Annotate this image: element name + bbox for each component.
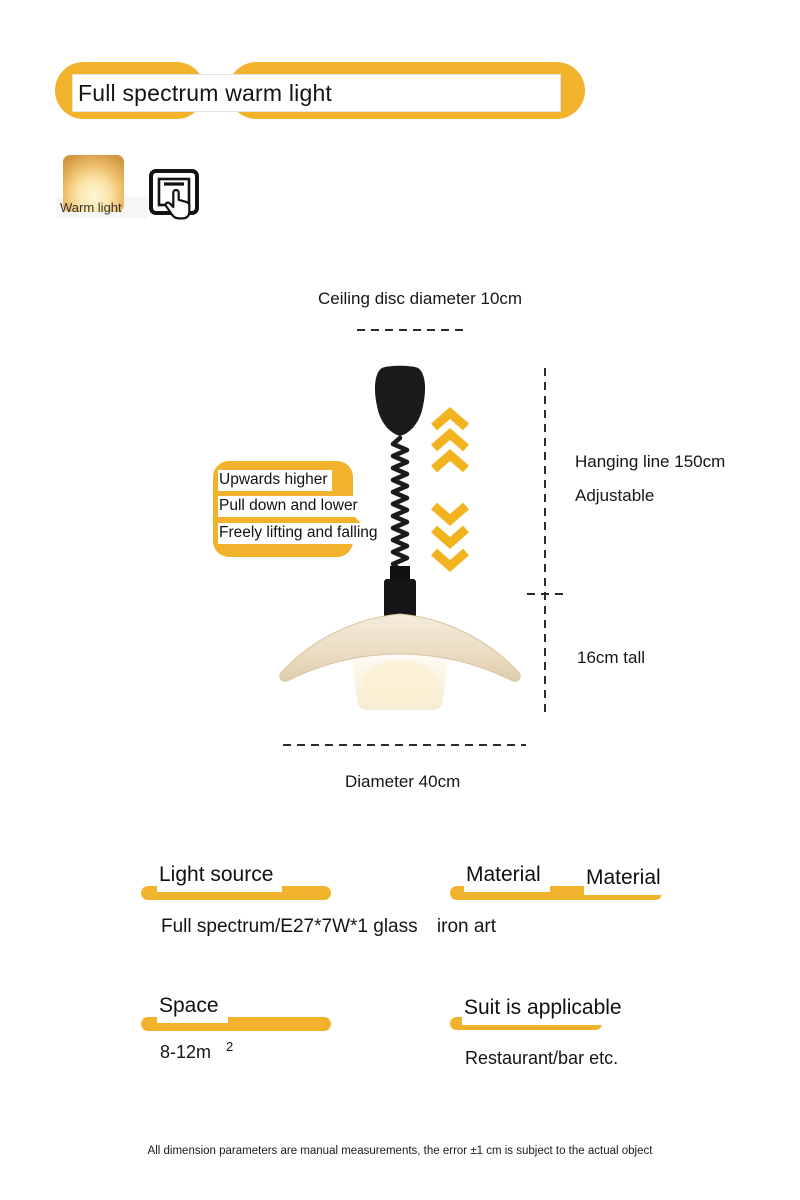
light-source-value bbox=[161, 916, 496, 938]
height-label: 16cm tall bbox=[577, 648, 646, 667]
bubble-line-freely: Freely lifting and falling bbox=[218, 523, 382, 544]
ceiling-dimension-line bbox=[357, 329, 463, 331]
warm-light-label: Warm light bbox=[60, 200, 122, 215]
material-value-text: iron art bbox=[436, 916, 497, 937]
adjustable-label: Adjustable bbox=[575, 486, 655, 505]
light-source-value-text: Full spectrum/E27*7W*1 glass bbox=[161, 916, 418, 937]
hanging-line-dimension-line bbox=[544, 368, 546, 716]
banner bbox=[72, 74, 561, 112]
bubble-line-pull-down: Pull down and lower bbox=[218, 496, 362, 517]
material-heading: Material bbox=[464, 861, 550, 892]
space-value-text: 8-12m bbox=[160, 1042, 212, 1062]
down-arrow-icon bbox=[434, 506, 466, 520]
banner-title: Full spectrum warm light bbox=[78, 79, 333, 106]
space-value-superscript: 2 bbox=[226, 1039, 234, 1054]
up-arrow-icon bbox=[434, 413, 466, 427]
space-heading: Space bbox=[157, 992, 228, 1023]
diameter-dimension-line bbox=[283, 744, 526, 746]
diameter-label: Diameter 40cm bbox=[345, 772, 461, 791]
light-source-heading: Light source bbox=[157, 861, 282, 892]
space-value bbox=[160, 1039, 234, 1063]
bubble-line-upwards: Upwards higher bbox=[218, 470, 332, 491]
material-heading-duplicate: Material bbox=[584, 864, 670, 895]
suit-heading: Suit is applicable bbox=[462, 994, 631, 1025]
height-tick-line bbox=[527, 593, 564, 595]
hanging-line-label: Hanging line 150cm bbox=[575, 452, 726, 471]
up-down-arrows-icon bbox=[430, 404, 470, 584]
ceiling-disc-label: Ceiling disc diameter 10cm bbox=[318, 289, 523, 308]
disclaimer-text: All dimension parameters are manual measurements, the error ±1 cm is subject to the actual object bbox=[147, 1145, 653, 1157]
tap-icon bbox=[147, 167, 205, 229]
suit-value: Restaurant/bar etc. bbox=[465, 1048, 619, 1068]
